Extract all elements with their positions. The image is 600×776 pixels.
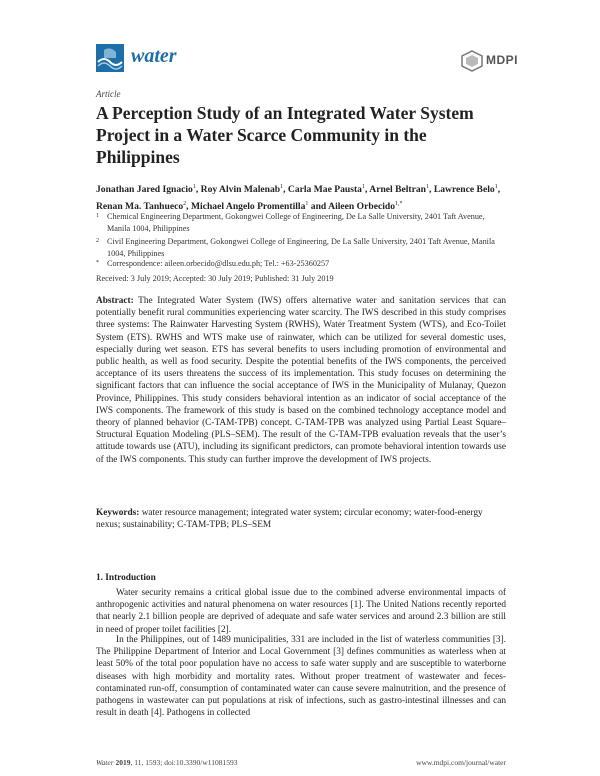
- citation-footer: Water 2019, 11, 1593; doi:10.3390/w11081593: [96, 758, 238, 767]
- abstract-label: Abstract:: [96, 296, 134, 306]
- publication-dates: Received: 3 July 2019; Accepted: 30 July 2019; Published: 31 July 2019: [96, 274, 334, 283]
- keywords: [96, 507, 506, 531]
- affiliation: 1 Chemical Engineering Department, Gokongwei College of Engineering, De La Salle University, 2401 Taft Avenue, Manila 1004, Philippines: [96, 212, 485, 233]
- journal-url[interactable]: www.mdpi.com/journal/water: [416, 758, 506, 767]
- author: Michael Angelo Promentilla: [190, 201, 306, 213]
- mdpi-logo-icon: [460, 50, 484, 72]
- section-heading: 1. Introduction: [96, 573, 156, 583]
- author: Aileen Orbecido: [328, 201, 396, 213]
- paper-title: A Perception Study of an Integrated Water System Project in a Water Scarce Community in the Philippines: [96, 103, 474, 167]
- author: Renan Ma. Tanhueco: [96, 201, 184, 213]
- publisher-name: MDPI: [486, 53, 518, 67]
- journal-name: water: [131, 45, 177, 67]
- paragraph: In the Philippines, out of 1489 municipalities, 331 are included in the list of waterless communities [3]. The Philippine Department of Interior and Local Government [3] defines communities as waterless when at least 50% of the total poor population have no access to safe water supply and are susceptible to waterborne diseases with high morbidity and mortality rates. Without proper treatment of wastewater and feces-contaminated run-off, consumption of contaminated water can cause severe malnutrition, and the presence of pathogens in wastewater can put populations at risk of infections, such as gastro-intestinal illnesses and can result in death [4]. Pathogens in collected: [96, 635, 506, 719]
- author: Roy Alvin Malenab: [200, 184, 281, 196]
- author-list: Jonathan Jared Ignacio$^1$, Roy Alvin Malenab$^1$, Carla Mae Pausta$^1$, Arnel Beltran$^1$, Lawrence Belo$^1$, Renan Ma. Tanhueco$^2$, Michael Angelo Promentilla$^1$ and Aileen Orbecido$^{1,*}$: [96, 184, 501, 213]
- keywords-label: Keywords:: [96, 508, 140, 518]
- author: Carla Mae Pausta: [287, 184, 362, 196]
- paragraph: Water security remains a critical global issue due to the combined adverse environmental impacts of anthropogenic activities and natural phenomena on water resources [1]. The United Nations recently reported that nearly 2.1 billion people are deprived of adequate and safe water services and around 2.3 billion are still in need of proper toilet facilities [2].: [96, 588, 506, 635]
- keywords-text: water resource management; integrated water system; circular economy; water-food-energy nexus; sustainability; C-TAM-TPB; PLS–SEM: [96, 508, 483, 530]
- abstract-text: The Integrated Water System (IWS) offers alternative water and sanitation services that can potentially benefit rural communities experiencing water scarcity. The IWS described in this study comprises three systems: The Rainwater Harvesting System (RWHS), Water Treatment System (WTS), and Eco-Toilet System (ETS). RWHS and WTS make use of rainwater, which can be utilized for several domestic uses, especially during wet season. ETS has several benefits to users including promotion of environmental and public health, as well as food security. Despite the potential benefits of the IWS components, the perceived acceptance of its users threatens the success of its implementation. This study focuses on determining the significant factors that can influence the social acceptance of IWS in the Municipality of Mulanay, Quezon Province, Philippines. This study considers behavioral intention as an indicator of social acceptance of the IWS components. The framework of this study is based on the combined technology acceptance model and theory of planned behavior (C-TAM-TPB) concept. C-TAM-TPB was analyzed using Partial Least Square–Structural Equation Modeling (PLS–SEM). The result of the C-TAM-TPB evaluation reveals that the user’s attitude towards use (ATU), including its significant predictors, can promote behavioral intention towards use of the IWS components. This study can further improve the development of IWS projects.: [96, 296, 506, 465]
- correspondence: * Correspondence: aileen.orbecido@dlsu.edu.ph; Tel.: +63-25360257: [96, 259, 330, 268]
- abstract: [96, 295, 506, 466]
- author: Lawrence Belo: [433, 184, 495, 196]
- affiliation: 2 Civil Engineering Department, Gokongwei College of Engineering, De La Salle University, 2401 Taft Avenue, Manila 1004, Philippines: [96, 237, 495, 258]
- author: Jonathan Jared Ignacio: [96, 184, 193, 196]
- journal-logo: [96, 44, 124, 72]
- article-type: Article: [96, 89, 121, 99]
- water-wave-icon: [96, 44, 124, 72]
- author: Arnel Beltran: [369, 184, 427, 196]
